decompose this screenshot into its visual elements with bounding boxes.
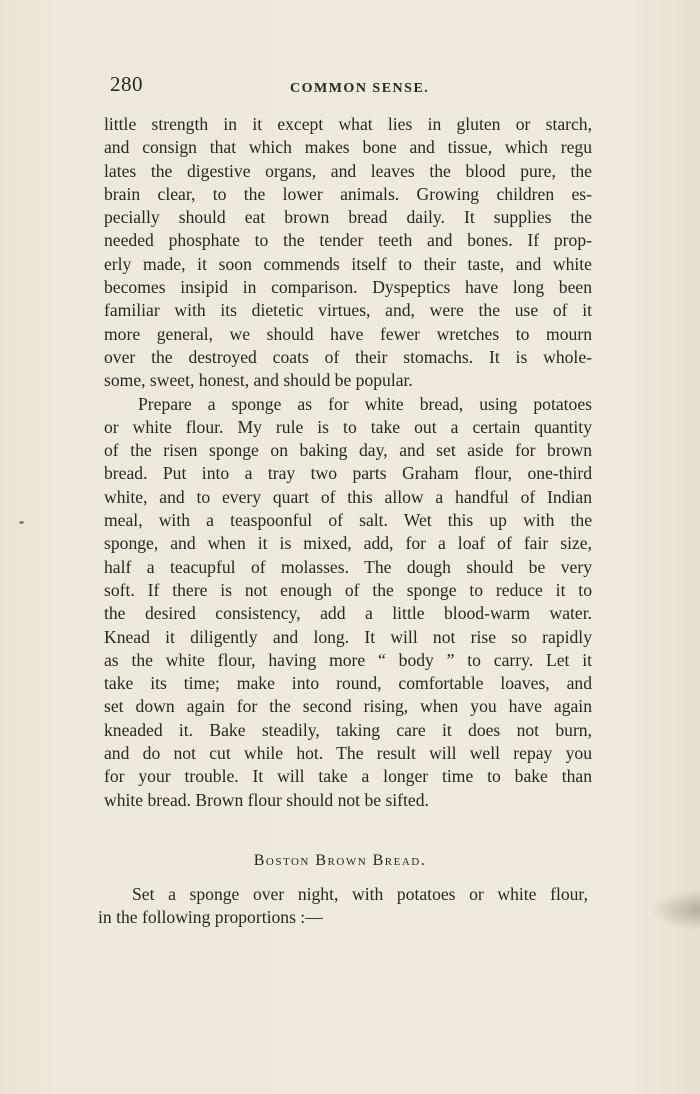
text-line: familiar with its dietetic virtues, and, were the use of it	[104, 300, 592, 321]
text-line: pecially should eat brown bread daily. It supplies the	[104, 207, 592, 228]
text-line: the desired consistency, add a little blood-warm water.	[104, 603, 592, 624]
text-line: erly made, it soon commends itself to their taste, and white	[104, 253, 592, 274]
section-heading: Boston Brown Bread.	[253, 852, 427, 869]
text-line: lates the digestive organs, and leaves the blood pure, the	[104, 160, 592, 181]
paragraph-continued	[104, 113, 592, 393]
text-line: some, sweet, honest, and should be popular.	[104, 370, 413, 391]
running-title: COMMON SENSE.	[290, 81, 430, 96]
text-line: as the white flour, having more “ body ” to carry. Let it	[104, 649, 592, 670]
paragraph-method	[104, 393, 592, 812]
text-line: bread. Put into a tray two parts Graham flour, one-third	[104, 463, 592, 484]
text-line: of the risen sponge on baking day, and set aside for brown	[104, 440, 592, 461]
text-line: and consign that which makes bone and tissue, which regu	[104, 137, 592, 158]
text-line: brain clear, to the lower animals. Growing children es-	[104, 183, 592, 204]
page-header	[110, 72, 590, 102]
text-line: Knead it diligently and long. It will not rise so rapidly	[104, 626, 592, 647]
text-line: for your trouble. It will take a longer time to bake than	[104, 766, 592, 787]
text-line: becomes insipid in comparison. Dyspeptics have long been	[104, 277, 592, 298]
body-text	[104, 113, 592, 812]
text-line: Prepare a sponge as for white bread, using potatoes	[138, 393, 592, 414]
text-line: more general, we should have fewer wretches to mourn	[104, 323, 592, 344]
text-line: soft. If there is not enough of the sponge to reduce it to	[104, 579, 592, 600]
page-number: 280	[110, 72, 143, 96]
text-line: and do not cut while hot. The result will well repay you	[104, 743, 592, 764]
text-line: take its time; make into round, comfortable loaves, and	[104, 673, 592, 694]
text-line: white, and to every quart of this allow a handful of Indian	[104, 486, 592, 507]
text-line: in the following proportions :—	[98, 907, 323, 928]
text-line: over the destroyed coats of their stomachs. It is whole-	[104, 346, 592, 367]
text-line: kneaded it. Bake steadily, taking care it does not burn,	[104, 719, 592, 740]
text-line: set down again for the second rising, when you have again	[104, 696, 592, 717]
text-line: half a teacupful of molasses. The dough should be very	[104, 556, 592, 577]
text-line: or white flour. My rule is to take out a certain quantity	[104, 416, 592, 437]
text-line: Set a sponge over night, with potatoes or white flour,	[132, 884, 588, 904]
text-line: meal, with a teaspoonful of salt. Wet this up with the	[104, 510, 592, 531]
ink-speck	[19, 521, 24, 524]
page-edge-shadow	[650, 890, 700, 930]
text-line: white bread. Brown flour should not be sifted.	[104, 789, 429, 810]
text-line: sponge, and when it is mixed, add, for a loaf of fair size,	[104, 533, 592, 554]
text-line: little strength in it except what lies in gluten or starch,	[104, 114, 592, 134]
text-line: needed phosphate to the tender teeth and bones. If prop-	[104, 230, 592, 251]
recipe-intro	[98, 883, 588, 930]
